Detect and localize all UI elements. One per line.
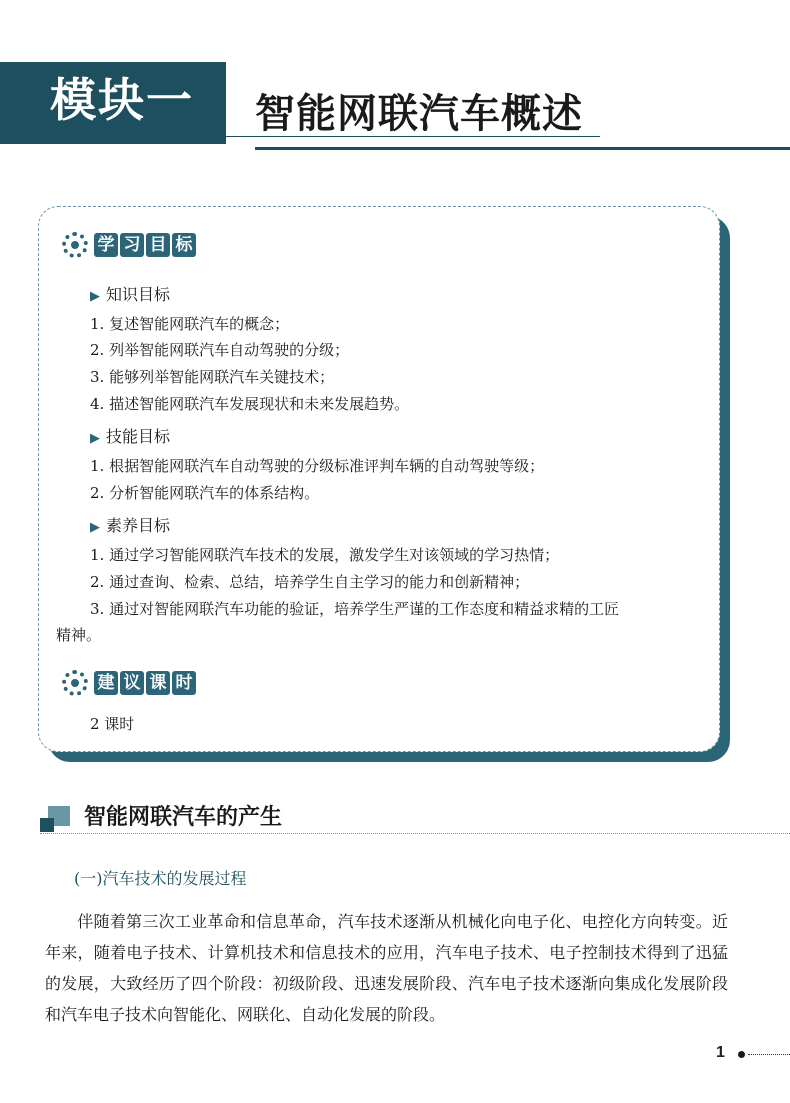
triangle-bullet-icon: ▶: [90, 431, 100, 446]
knowledge-goal-item: 2. 列举智能网联汽车自动驾驶的分级；: [90, 341, 350, 359]
goals-heading-char: 目: [146, 233, 170, 257]
page-dot-leader: [748, 1054, 790, 1055]
module-label: 模块一: [50, 73, 194, 127]
gear-icon: [62, 232, 88, 258]
quality-goal-item: 2. 通过查询、检索、总结，培养学生自主学习的能力和创新精神；: [90, 573, 530, 591]
goals-heading-char: 习: [120, 233, 144, 257]
knowledge-goal-item: 1. 复述智能网联汽车的概念；: [90, 315, 290, 333]
section-title: 智能网联汽车的产生: [84, 804, 283, 830]
gear-icon: [62, 670, 88, 696]
hours-heading-char: 建: [94, 671, 118, 695]
knowledge-goals-heading: [90, 282, 170, 305]
knowledge-goal-item: 3. 能够列举智能网联汽车关键技术；: [90, 368, 335, 386]
triangle-bullet-icon: ▶: [90, 520, 100, 535]
goals-heading-char: 标: [172, 233, 196, 257]
skill-goal-item: 2. 分析智能网联汽车的体系结构。: [90, 484, 320, 502]
module-tag: [0, 62, 226, 144]
quality-goals-heading: [90, 513, 170, 536]
hours-heading-char: 课: [146, 671, 170, 695]
subsection-title: (一)汽车技术的发展过程: [74, 869, 247, 888]
section-heading-marker: [40, 800, 80, 832]
knowledge-goal-item: 4. 描述智能网联汽车发展现状和未来发展趋势。: [90, 395, 410, 413]
page-number: 1: [716, 1044, 725, 1061]
module-title: 智能网联汽车概述: [255, 90, 583, 137]
hours-heading-char: 议: [120, 671, 144, 695]
hours-heading-char: 时: [172, 671, 196, 695]
goals-heading-char: 学: [94, 233, 118, 257]
skill-goals-heading: [90, 424, 170, 447]
page-dot: [738, 1051, 745, 1058]
knowledge-goals-label: 知识目标: [106, 285, 171, 304]
section-rule: [40, 833, 790, 834]
hours-heading: [62, 670, 198, 696]
skill-goal-item: 1. 根据智能网联汽车自动驾驶的分级标准评判车辆的自动驾驶等级；: [90, 457, 545, 475]
quality-goal-item: 1. 通过学习智能网联汽车技术的发展，激发学生对该领域的学习热情；: [90, 546, 560, 564]
title-underline: [255, 147, 790, 150]
hours-value: 2 课时: [90, 715, 135, 733]
skill-goals-label: 技能目标: [106, 427, 171, 446]
body-paragraph: [45, 906, 728, 1030]
body-paragraph-text: 伴随着第三次工业革命和信息革命，汽车技术逐渐从机械化向电子化、电控化方向转变。近年来，随着电子技术、计算机技术和信息技术的应用，汽车电子技术、电子控制技术得到了迅猛的发展，大致经历了四个阶段：初级阶段、迅速发展阶段、汽车电子技术逐渐向集成化发展阶段和汽车电子技术向智能化、网联化、自动化发展的阶段。: [45, 912, 728, 1024]
quality-goals-label: 素养目标: [106, 516, 171, 535]
triangle-bullet-icon: ▶: [90, 289, 100, 304]
quality-goal-item: 3. 通过对智能网联汽车功能的验证，培养学生严谨的工作态度和精益求精的工匠: [90, 600, 620, 618]
quality-goal-item: 精神。: [56, 626, 102, 644]
goals-heading: [62, 232, 198, 258]
